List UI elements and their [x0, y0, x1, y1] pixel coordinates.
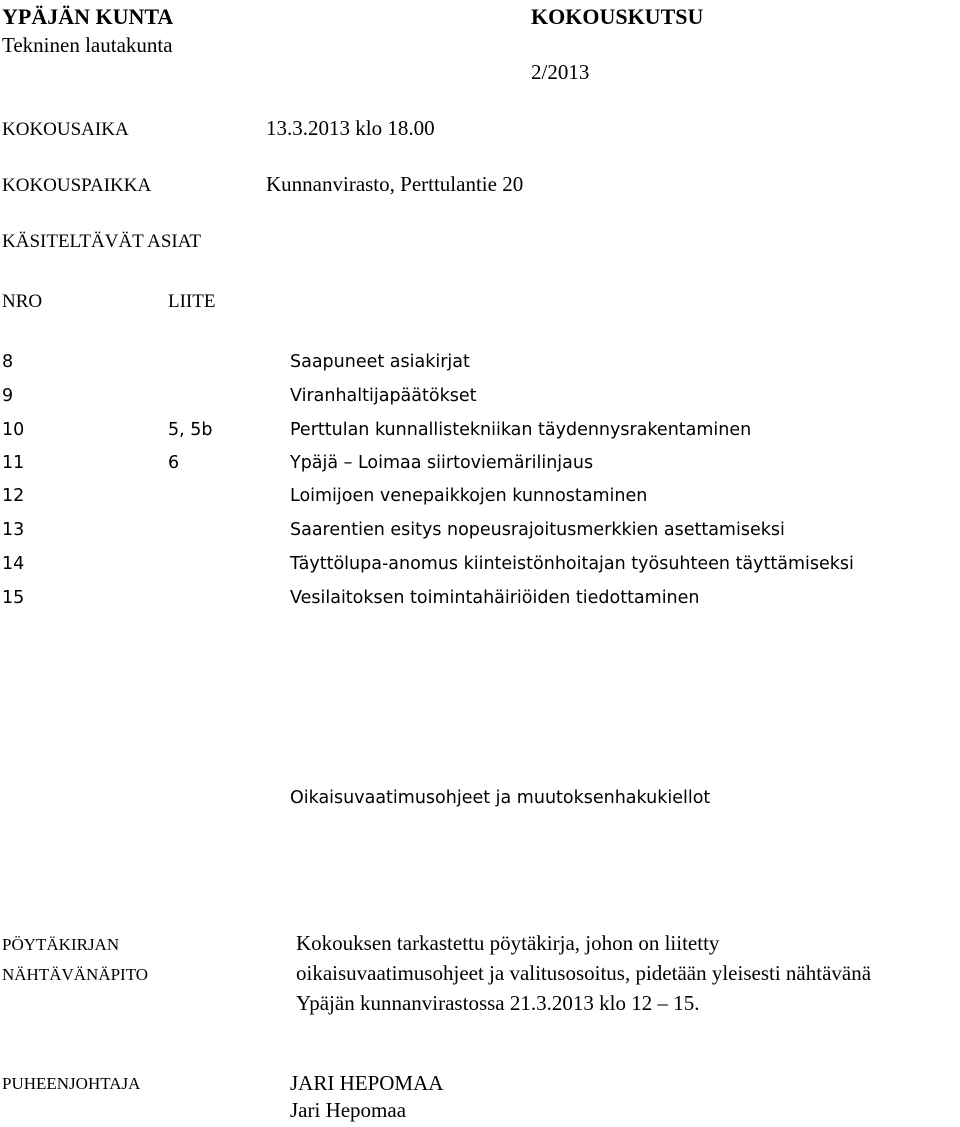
document-number: 2/2013 [531, 60, 590, 84]
minutes-text-line2: oikaisuvaatimusohjeet ja valitusosoitus, pidetään yleisesti nähtävänä [296, 961, 872, 985]
item-title: Loimijoen venepaikkojen kunnostaminen [290, 486, 648, 506]
item-title: Saarentien esitys nopeusrajoitusmerkkien asettamiseksi [290, 520, 785, 540]
agenda-heading: KÄSITELTÄVÄT ASIAT [2, 231, 201, 252]
item-title: Täyttölupa-anomus kiinteistönhoitajan työsuhteen täyttämiseksi [290, 554, 854, 574]
item-attachment: 5, 5b [168, 420, 213, 440]
column-header-liite: LIITE [168, 291, 216, 312]
board-name: Tekninen lautakunta [2, 33, 173, 57]
item-attachment: 6 [168, 453, 180, 473]
chair-label: PUHEENJOHTAJA [2, 1074, 141, 1093]
chair-name: Jari Hepomaa [290, 1098, 407, 1122]
meeting-time-label: KOKOUSAIKA [2, 119, 129, 140]
minutes-label-line2: NÄHTÄVÄNÄPITO [2, 965, 149, 984]
chair-name-upper: JARI HEPOMAA [290, 1071, 444, 1095]
item-title: Saapuneet asiakirjat [290, 352, 470, 372]
appeal-instructions: Oikaisuvaatimusohjeet ja muutoksenhakukiellot [290, 788, 711, 808]
minutes-text-line3: Ypäjän kunnanvirastossa 21.3.2013 klo 12 – 15. [296, 991, 700, 1015]
item-number: 11 [2, 453, 25, 473]
document-type: KOKOUSKUTSU [531, 4, 704, 29]
meeting-place-label: KOKOUSPAIKKA [2, 175, 152, 196]
item-number: 12 [2, 486, 25, 506]
municipality-name: YPÄJÄN KUNTA [2, 4, 174, 29]
item-number: 13 [2, 520, 25, 540]
minutes-text-line1: Kokouksen tarkastettu pöytäkirja, johon on liitetty [296, 931, 720, 955]
item-title: Perttulan kunnallistekniikan täydennysrakentaminen [290, 420, 752, 440]
item-title: Viranhaltijapäätökset [290, 386, 477, 406]
item-number: 8 [2, 352, 14, 372]
item-number: 10 [2, 420, 25, 440]
item-title: Ypäjä – Loimaa siirtoviemärilinjaus [290, 453, 594, 473]
meeting-time-value: 13.3.2013 klo 18.00 [266, 116, 435, 140]
column-header-nro: NRO [2, 291, 43, 312]
item-number: 9 [2, 386, 14, 406]
meeting-place-value: Kunnanvirasto, Perttulantie 20 [266, 172, 524, 196]
item-number: 14 [2, 554, 25, 574]
minutes-label-line1: PÖYTÄKIRJAN [2, 935, 120, 954]
item-title: Vesilaitoksen toimintahäiriöiden tiedottaminen [290, 588, 700, 608]
item-number: 15 [2, 588, 25, 608]
